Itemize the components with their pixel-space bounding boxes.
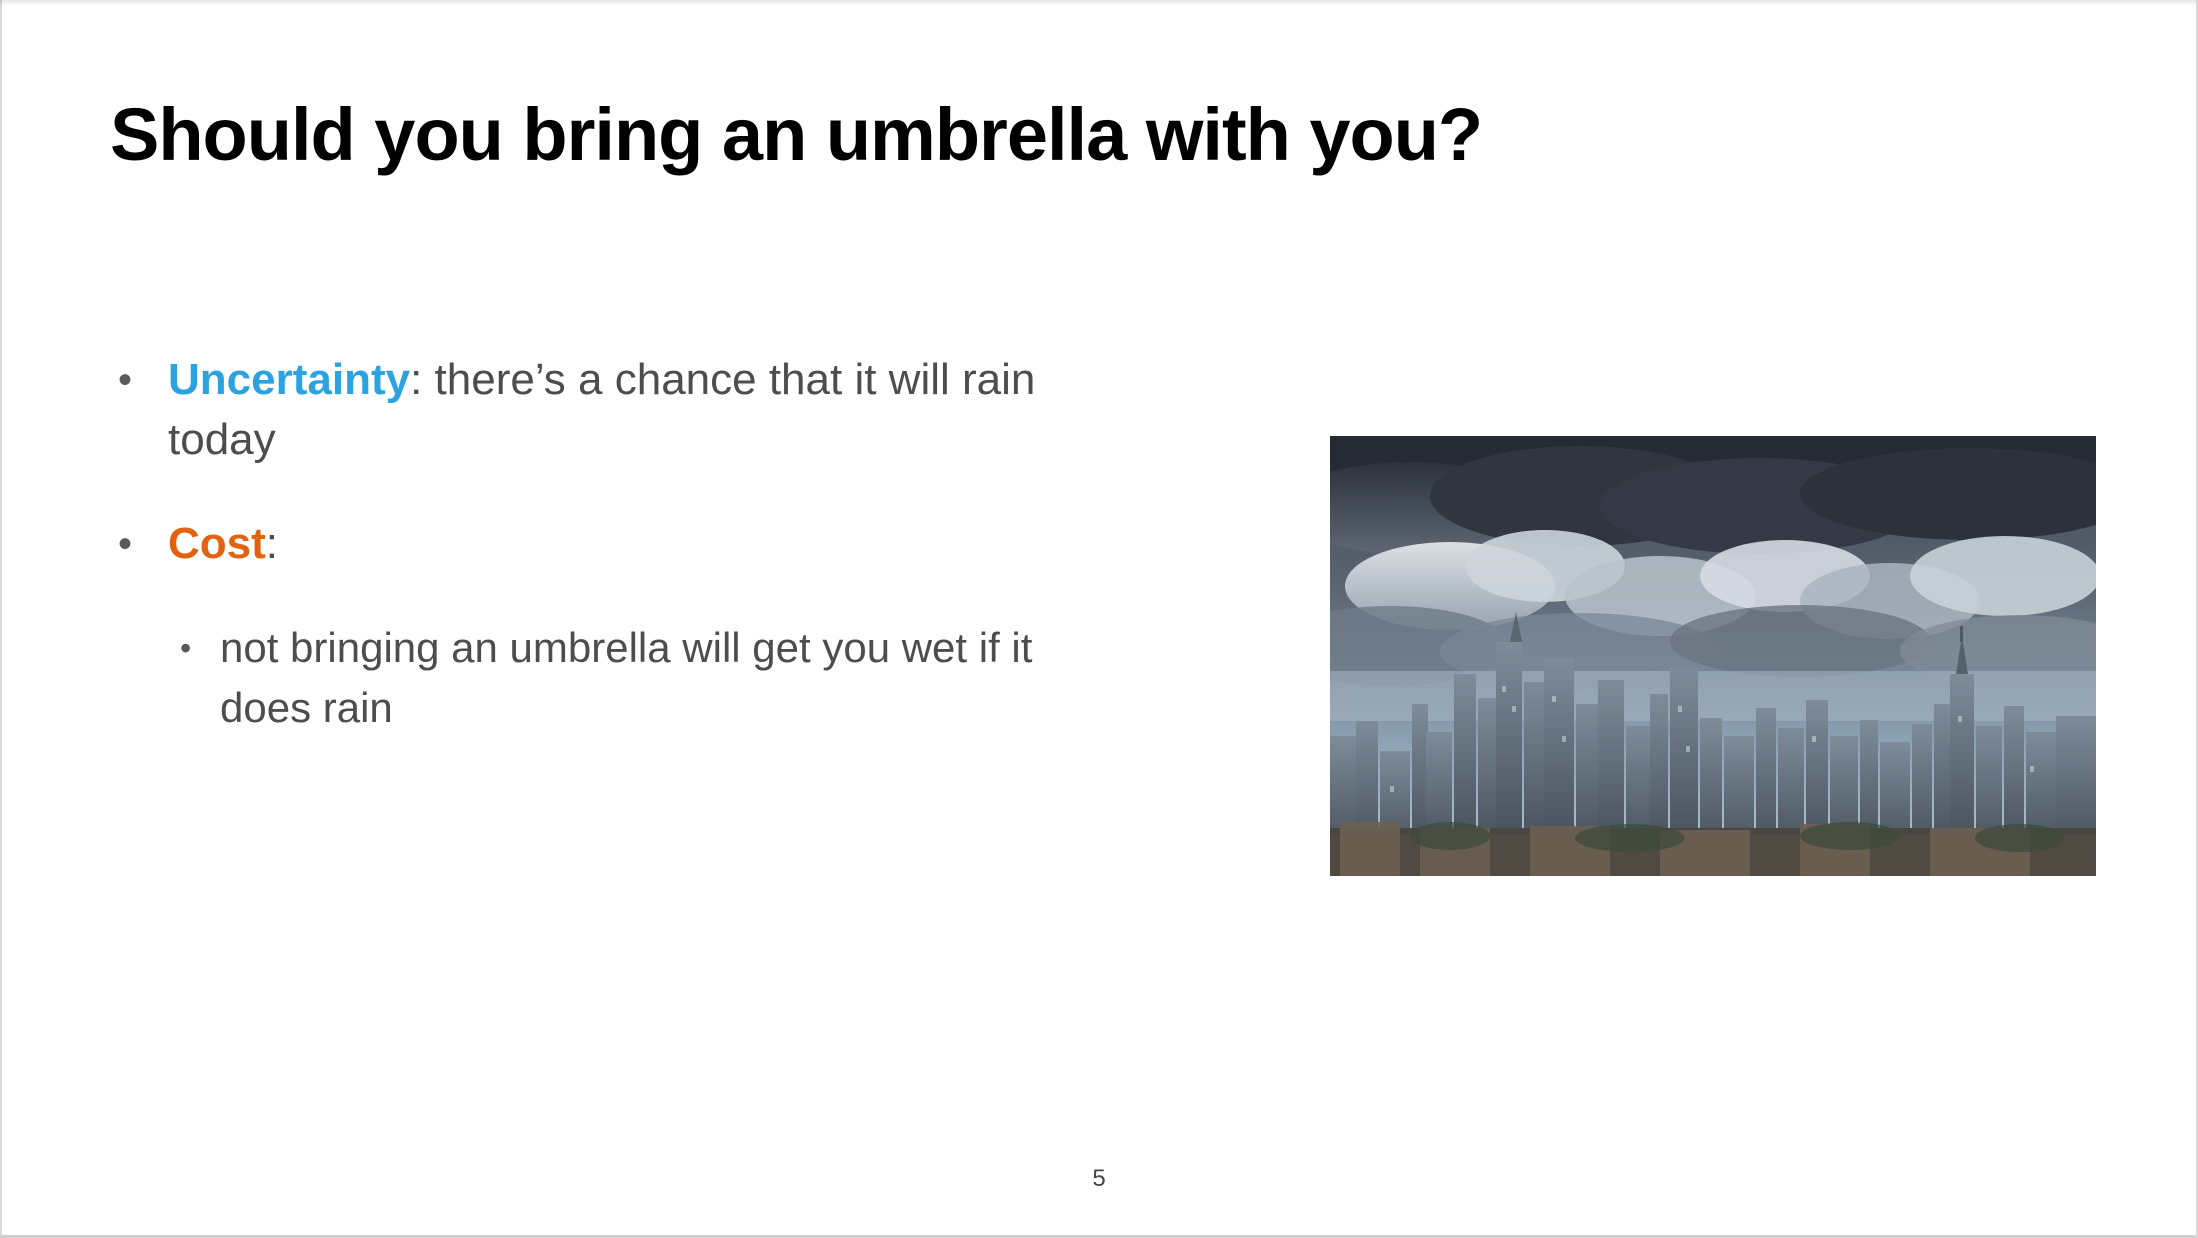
list-item <box>110 514 1190 574</box>
slide-top-edge <box>0 0 2198 6</box>
list-item-body: : <box>265 519 279 568</box>
skyline-photo <box>1330 436 2096 876</box>
list-item-body: : there’s a chance that it will rain today <box>168 355 1036 464</box>
skyline-photo-image <box>1330 436 2096 876</box>
list-item <box>110 350 1190 470</box>
page-title: Should you bring an umbrella with you? <box>110 93 1483 176</box>
list-item-text: not bringing an umbrella will get you wet if it does rain <box>220 624 1033 731</box>
list-item-text <box>168 514 278 574</box>
list-item-text <box>168 350 1068 470</box>
bullet-list <box>110 350 1190 758</box>
keyword-uncertainty: Uncertainty <box>168 355 411 404</box>
page-number: 5 <box>1092 1165 1106 1192</box>
bullet-marker: • <box>118 358 133 402</box>
list-item <box>166 618 1190 738</box>
bullet-marker: • <box>118 522 133 566</box>
keyword-cost: Cost <box>168 519 266 568</box>
bullet-marker: • <box>180 630 192 666</box>
